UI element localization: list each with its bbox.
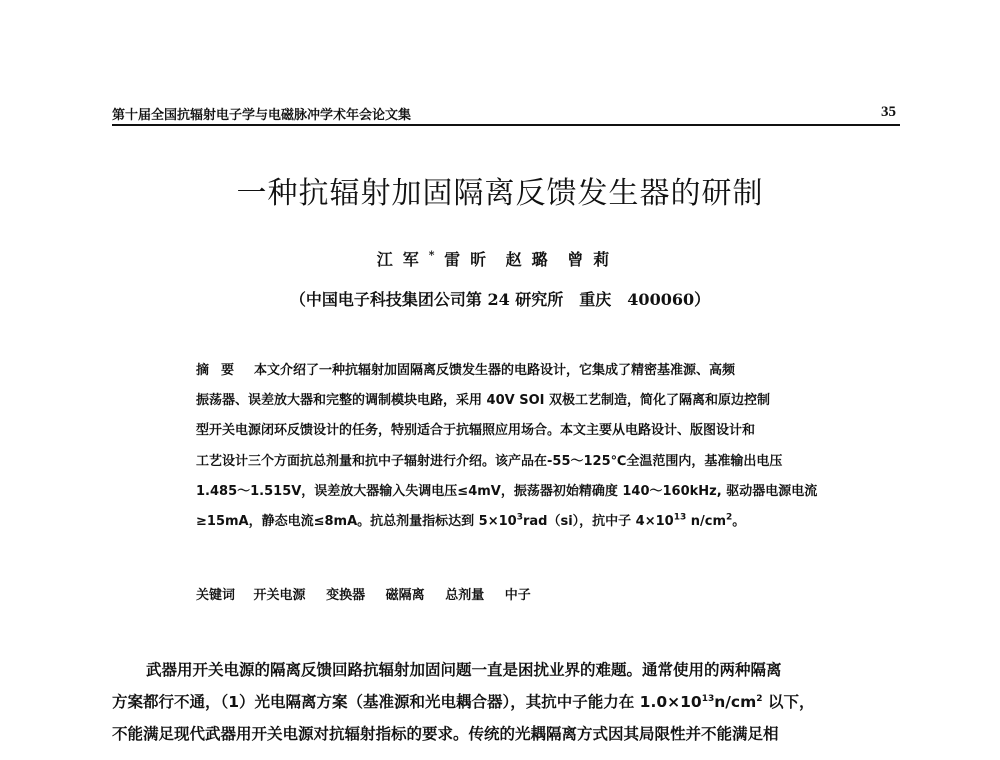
author-1: 江军* (376, 248, 435, 269)
author-2: 雷昕 (444, 250, 497, 269)
abstract-label: 摘要 (196, 363, 247, 378)
keyword: 磁隔离 (385, 588, 425, 603)
paper-title: 一种抗辐射加固隔离反馈发生器的研制 (236, 176, 764, 211)
abstract-line-3: 型开关电源闭环反馈设计的任务，特别适合于抗辐照应用场合。本文主要从电路设计、版图设计和 (196, 423, 756, 439)
abstract-line-6: ≥15mA，静态电流≤8mA。抗总剂量指标达到 $5\times 10^3rad(si)$，抗中子 $4\times 10^{13}$ $n/cm^2$。 (196, 512, 746, 529)
abstract (196, 356, 864, 537)
body-line-1: 武器用开关电源的隔离反馈回路抗辐射加固问题一直是困扰业界的难题。通常使用的两种隔离 (146, 661, 782, 679)
keywords (196, 584, 864, 603)
journal-name: 第十届全国抗辐射电子学与电磁脉冲学术年会论文集 (112, 108, 412, 123)
keyword: 开关电源 (253, 588, 306, 603)
author-3: 赵璐 (505, 250, 558, 269)
body-line-3: 不能满足现代武器用开关电源对抗辐射指标的要求。传统的光耦隔离方式因其局限性并不能满足相 (112, 725, 779, 743)
keywords-label: 关键词 (196, 588, 236, 603)
body-line-2: 方案都行不通，（1）光电隔离方案（基准源和光电耦合器），其抗中子能力在 $1.0\times 10^{13}n/cm^2$ 以下， (112, 693, 815, 711)
abstract-line-1: 摘要 本文介绍了一种抗辐射加固隔离反馈发生器的电路设计，它集成了精密基准源、高频 (196, 363, 736, 378)
abstract-line-2: 振荡器、误差放大器和完整的调制模块电路，采用 40V SOI 双极工艺制造，简化了隔离和原边控制 (196, 393, 770, 409)
author-list (0, 247, 1000, 270)
abstract-line-4: 工艺设计三个方面抗总剂量和抗中子辐射进行介绍。该产品在-55～125℃全温范围内，基准输出电压 (196, 453, 783, 469)
running-head (112, 104, 900, 126)
keyword: 变换器 (326, 588, 366, 603)
author-4: 曾莉 (567, 250, 620, 269)
abstract-line-5: 1.485～1.515V，误差放大器输入失调电压≤4mV，振荡器初始精确度 140～160kHz, 驱动器电源电流 (196, 483, 818, 499)
page-number: 35 (881, 104, 896, 120)
keyword: 中子 (504, 588, 531, 603)
keyword: 总剂量 (445, 588, 485, 603)
author-mark: * (428, 248, 435, 262)
body-paragraph (112, 654, 902, 750)
affiliation: （中国电子科技集团公司第 24 研究所 重庆 400060） (289, 290, 711, 309)
